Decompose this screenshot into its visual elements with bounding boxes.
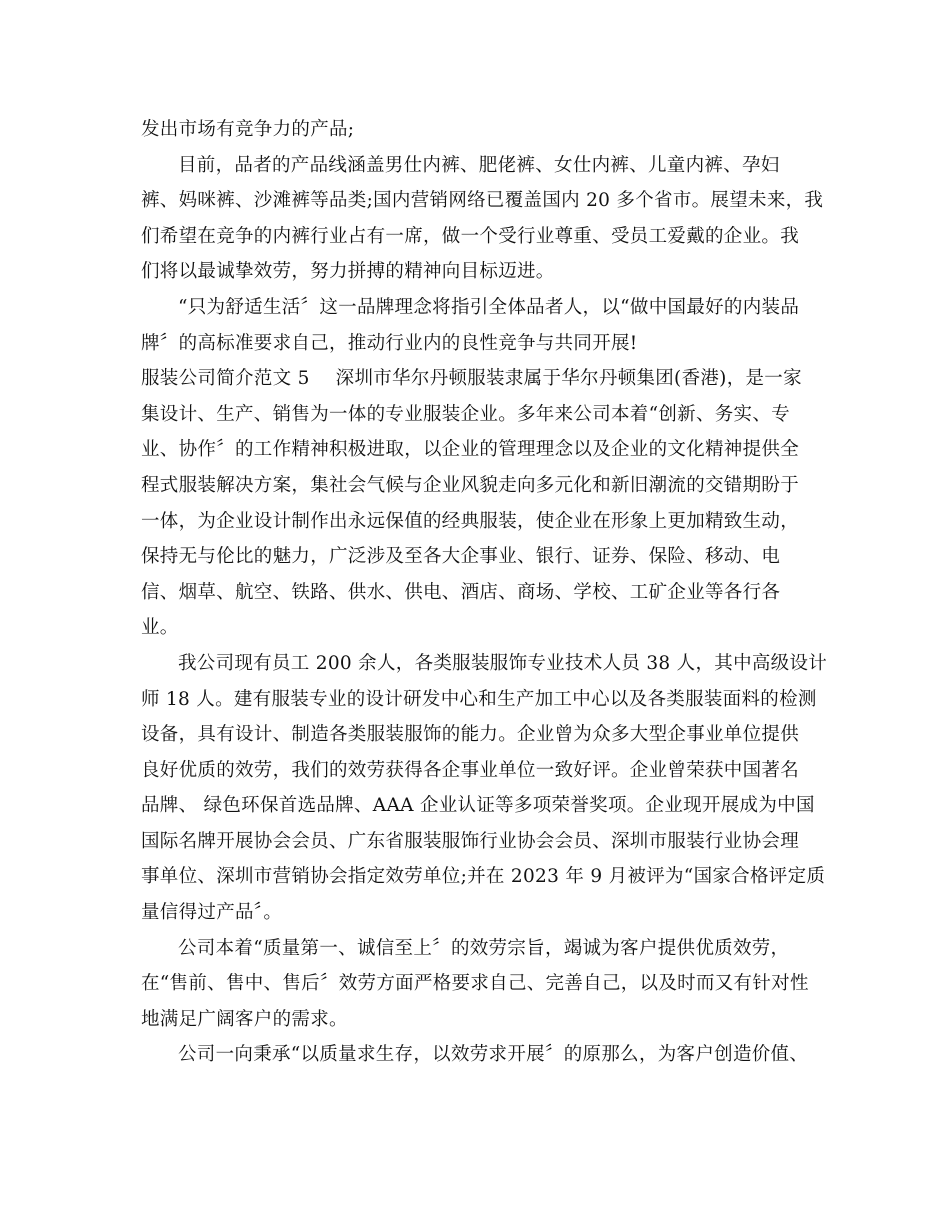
text-line: 业。 xyxy=(141,617,179,639)
text-line: 国际名牌开展协会会员、广东省服装服饰行业协会会员、深圳市服装行业协会理 xyxy=(141,830,800,852)
text-line: 们希望在竞争的内裤行业占有一席，做一个受行业尊重、受员工爱戴的企业。我 xyxy=(141,225,800,247)
text-line: 业、协作〞的工作精神积极进取，以企业的管理理念以及企业的文化精神提供全 xyxy=(141,439,800,461)
text-line: 量信得过产品〞。 xyxy=(141,902,283,924)
text-line: 目前，品者的产品线涵盖男仕内裤、肥佬裤、女仕内裤、儿童内裤、孕妇 xyxy=(178,154,780,176)
text-line: 师 18 人。建有服装专业的设计研发中心和生产加工中心以及各类服装面料的检测 xyxy=(141,688,817,710)
text-line: 事单位、深圳市营销协会指定效劳单位;并在 2023 年 9 月被评为“国家合格评定质 xyxy=(141,866,826,888)
text-line: 在“售前、售中、售后〞效劳方面严格要求自己、完善自己，以及时而又有针对性 xyxy=(141,973,809,995)
text-line: 裤、妈咪裤、沙滩裤等品类;国内营销网络已覆盖国内 20 多个省市。展望未来，我 xyxy=(141,190,824,212)
text-line: 程式服装解决方案，集社会气候与企业风貌走向多元化和新旧潮流的交错期盼于 xyxy=(141,474,800,496)
text-line: 公司一向秉承“以质量求生存，以效劳求开展〞的原那么，为客户创造价值、 xyxy=(178,1044,809,1066)
text-line: “只为舒适生活〞这一品牌理念将指引全体品者人，以“做中国最好的内装品 xyxy=(178,296,800,318)
text-line: 设备，具有设计、制造各类服装服饰的能力。企业曾为众多大型企事业单位提供 xyxy=(141,724,800,746)
text-line: 我公司现有员工 200 余人，各类服装服饰专业技术人员 38 人，其中高级设计 xyxy=(178,652,828,674)
text-line: 良好优质的效劳，我们的效劳获得各企事业单位一致好评。企业曾荣获中国著名 xyxy=(141,759,800,781)
section-heading-line xyxy=(141,361,811,397)
text-line: 深圳市华尔丹顿服装隶属于华尔丹顿集团(香港)，是一家 xyxy=(335,368,802,390)
text-line: 地满足广阔客户的需求。 xyxy=(141,1008,348,1030)
text-line: 公司本着“质量第一、诚信至上〞的效劳宗旨，竭诚为客户提供优质效劳， xyxy=(178,937,790,959)
text-line: 们将以最诚挚效劳，努力拼搏的精神向目标迈进。 xyxy=(141,261,555,283)
text-line: 保持无与伦比的魅力，广泛涉及至各大企事业、银行、证券、保险、移动、电 xyxy=(141,546,781,568)
text-line: 牌〞的高标准要求自己，推动行业内的良性竞争与共同开展! xyxy=(141,332,638,354)
section-heading: 服装公司简介范文 5 xyxy=(141,368,310,390)
text-line: 集设计、生产、销售为一体的专业服装企业。多年来公司本着“创新、务实、专 xyxy=(141,403,790,425)
text-line: 品牌、 绿色环保首选品牌、AAA 企业认证等多项荣誉奖项。企业现开展成为中国 xyxy=(141,795,815,817)
text-line: 一体，为企业设计制作出永远保值的经典服装，使企业在形象上更加精致生动， xyxy=(141,510,800,532)
document-body xyxy=(141,112,828,1073)
text-line: 发出市场有竞争力的产品; xyxy=(141,119,355,140)
text-line: 信、烟草、航空、铁路、供水、供电、酒店、商场、学校、工矿企业等各行各 xyxy=(141,581,781,603)
